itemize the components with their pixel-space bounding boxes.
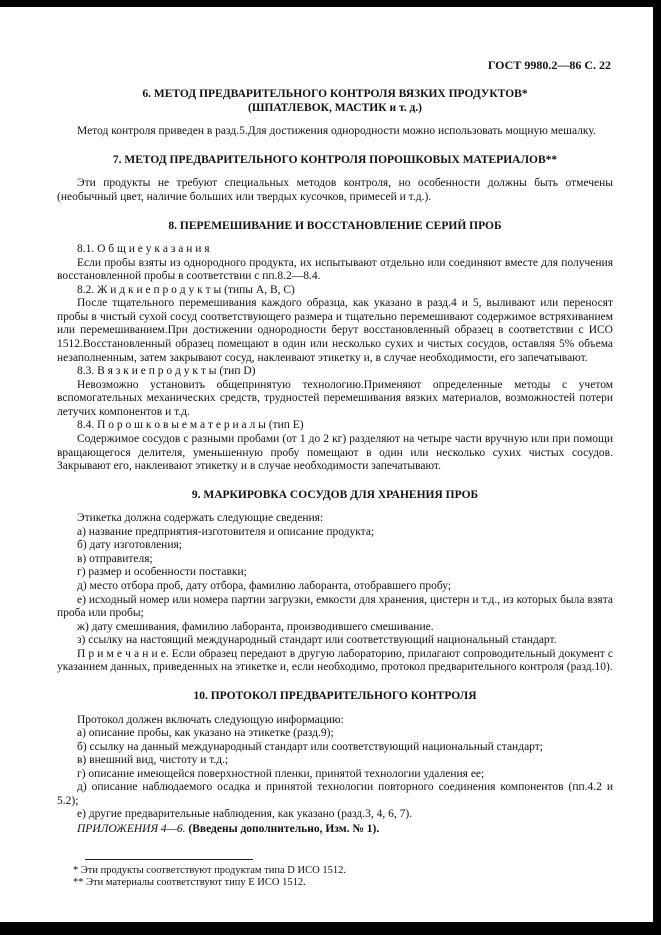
list-item: д) место отбора проб, дату отбора, фамилию лаборанта, отобравшего пробу; bbox=[77, 580, 452, 593]
list-item: а) название предприятия-изготовителя и описание продукта; bbox=[77, 525, 375, 538]
section-8-3-title: 8.3. В я з к и е п р о д у к т ы (тип D) bbox=[77, 365, 256, 378]
appendix-note-title: ПРИЛОЖЕНИЯ 4—6. bbox=[77, 823, 186, 836]
page-content bbox=[57, 58, 613, 889]
list-item: в) отправителя; bbox=[77, 552, 153, 565]
footnote-1: * Эти продукты соответствуют продуктам типа D ИСО 1512. bbox=[73, 864, 346, 876]
section-9-note: П р и м е ч а н и е. Если образец передают в другую лабораторию, прилагают сопроводительный документ с указанием данных, приведенных на этикетке и, если необходимо, протокол предварительного контроля (разд.10). bbox=[57, 647, 613, 674]
list-item: в) внешний вид, чистоту и т.д.; bbox=[77, 754, 229, 767]
section-7-paragraph: Эти продукты не требуют специальных методов контроля, но особенности должны быть отмечены (необычный цвет, наличие больших или твердых кусочков, примесей и т.д.). bbox=[57, 177, 613, 203]
list-item: г) описание имеющейся поверхностной пленки, принятой технологии удаления ее; bbox=[77, 767, 485, 780]
scan-edge-bottom bbox=[0, 922, 661, 935]
section-8-3-paragraph: Невозможно установить общепринятую технологию.Применяют определенные методы с учетом вспомогательных механических средств, трудностей перемешивания вязких материалов, возможностей потери летучих компонентов и т.д. bbox=[57, 378, 613, 418]
section-10-intro: Протокол должен включать следующую информацию: bbox=[77, 713, 344, 726]
section-7-heading: 7. МЕТОД ПРЕДВАРИТЕЛЬНОГО КОНТРОЛЯ ПОРОШКОВЫХ МАТЕРИАЛОВ** bbox=[112, 153, 558, 166]
scan-edge-top bbox=[0, 0, 661, 7]
footnotes-block bbox=[57, 859, 613, 890]
list-item: з) ссылку на настоящий международный стандарт или соответствующий национальный стандарт. bbox=[77, 634, 557, 647]
list-item: а) описание пробы, как указано на этикетке (разд.9); bbox=[77, 727, 334, 740]
section-8-heading: 8. ПЕРЕМЕШИВАНИЕ И ВОССТАНОВЛЕНИЕ СЕРИЙ ПРОБ bbox=[168, 219, 502, 232]
list-item: ж) дату смешивания, фамилию лаборанта, производившего смешивание. bbox=[77, 620, 434, 633]
section-6-heading-line2: (ШПАТЛЕВОК, МАСТИК и т. д.) bbox=[247, 101, 423, 114]
section-10-heading: 10. ПРОТОКОЛ ПРЕДВАРИТЕЛЬНОГО КОНТРОЛЯ bbox=[193, 689, 477, 702]
section-8-2-paragraph: После тщательного перемешивания каждого образца, как указано в разд.4 и 5, выливают или переносят пробы в чистый сухой сосуд соответствующего размера и тщательно перемешивают содержимое встряхиванием или перемешиванием.При достижении однородности берут восстановленный образец в соответствии с ИСО 1512.Восстановленный образец помещают в один или несколько сухих и чистых сосудов, оставляя 5% объема незаполненным, затем закрывают сосуд, наклеивают этикетку и, в случае необходимости, его запечатывают. bbox=[57, 297, 613, 364]
section-8-1-title: 8.1. О б щ и е у к а з а н и я bbox=[77, 243, 210, 256]
section-6-heading-line1: 6. МЕТОД ПРЕДВАРИТЕЛЬНОГО КОНТРОЛЯ ВЯЗКИХ ПРОДУКТОВ* bbox=[142, 88, 528, 101]
section-8-2-title: 8.2. Ж и д к и е п р о д у к т ы (типы А, В, С) bbox=[77, 283, 295, 296]
section-8-4-title: 8.4. П о р о ш к о в ы е м а т е р и а л ы (тип Е) bbox=[77, 419, 304, 432]
appendix-note bbox=[57, 823, 613, 837]
section-8-1-paragraph: Если пробы взяты из однородного продукта, их испытывают отдельно или соединяют вместе для получения восстановленной пробы в соответствии с пп.8.2—8.4. bbox=[57, 256, 613, 283]
section-6-heading bbox=[57, 88, 613, 115]
footnote-divider bbox=[85, 859, 253, 860]
footnote-2: ** Эти материалы соответствуют типу Е ИСО 1512. bbox=[73, 876, 306, 888]
list-item: е) исходный номер или номера партии загрузки, емкости для хранения, цистерн и т.д., из которых была взята проба или пробы; bbox=[57, 593, 613, 620]
appendix-note-detail: (Введены дополнительно, Изм. № 1). bbox=[188, 823, 380, 836]
list-item: е) другие предварительные наблюдения, как указано (разд.3, 4, 6, 7). bbox=[77, 808, 413, 821]
list-item: д) описание наблюдаемого осадка и принятой технологии повторного соединения компонентов (пп.4.2 и 5.2); bbox=[57, 781, 613, 807]
section-6-paragraph: Метод контроля приведен в разд.5.Для достижения однородности можно использовать мощную мешалку. bbox=[77, 125, 596, 138]
section-8-4-paragraph: Содержимое сосудов с разными пробами (от 1 до 2 кг) разделяют на четыре части вручную или при помощи вращающегося делителя, уменьшенную пробу помещают в один или несколько сухих чистых сосудов. Закрывают его, наклеивают этикетку и в случае необходимости запечатывают. bbox=[57, 432, 613, 473]
section-9-heading: 9. МАРКИРОВКА СОСУДОВ ДЛЯ ХРАНЕНИЯ ПРОБ bbox=[191, 488, 479, 501]
list-item: б) дату изготовления; bbox=[77, 539, 182, 552]
doc-reference: ГОСТ 9980.2—86 С. 22 bbox=[487, 58, 611, 72]
list-item: г) размер и особенности поставки; bbox=[77, 566, 247, 579]
scan-edge-right bbox=[653, 0, 661, 935]
list-item: б) ссылку на данный международный стандарт или соответствующий национальный стандарт; bbox=[77, 740, 543, 753]
section-9-intro: Этикетка должна содержать следующие сведения: bbox=[77, 512, 324, 525]
